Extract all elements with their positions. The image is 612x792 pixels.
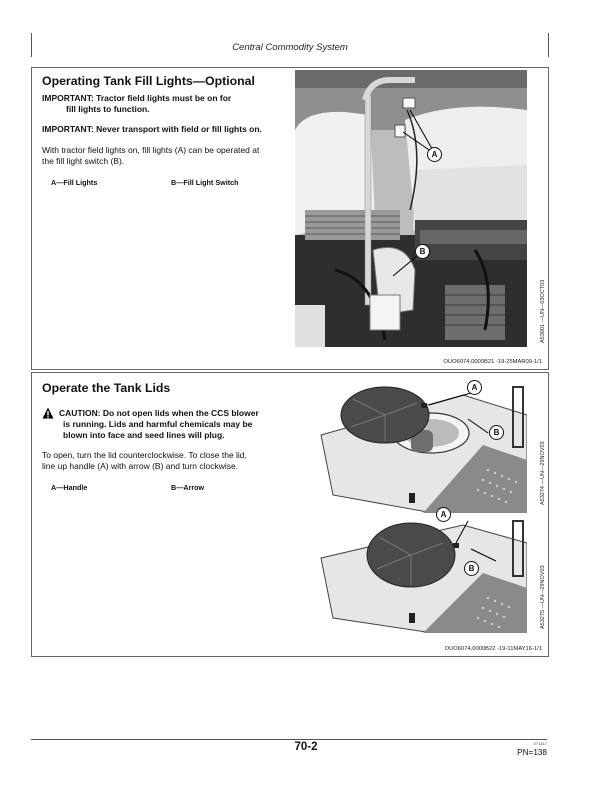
section-id-fill-lights: OUO6074,0000B21 -19-25MAR09-1/1 [443, 359, 542, 365]
footer-rule [31, 739, 547, 740]
section-id-tank-lids: OUO6074,0000B22 -19-11MAY16-1/1 [444, 646, 542, 652]
important-note-2: IMPORTANT: Never transport with field or fill lights on. [42, 124, 262, 134]
body-line-1: With tractor field lights on, fill lights (A) can be operated at [42, 145, 260, 155]
important-note-1-line1: IMPORTANT: Tractor field lights must be on for [42, 93, 232, 103]
image-code-lid-open: A53274 —UN—29NOV03 [540, 441, 546, 505]
image-code-fill-lights: A53001 —UN—03OCT03 [540, 279, 546, 343]
header-title: Central Commodity System [232, 42, 348, 53]
body-text-tank-lids [42, 450, 302, 472]
caution-line-1: CAUTION: Do not open lids when the CCS blower [59, 408, 259, 418]
important-note-1-line2: fill lights to function. [66, 104, 150, 114]
body-line-2: the fill light switch (B). [42, 156, 125, 166]
lid-closed-illustration [313, 513, 527, 633]
section-fill-lights [31, 67, 549, 370]
callout-b-arrow-closed: B [464, 561, 479, 576]
warning-icon [42, 407, 54, 419]
caution-text [59, 408, 319, 441]
important-note-1 [42, 93, 294, 115]
fill-lights-photo [295, 70, 527, 347]
print-code: 071417 [533, 741, 547, 746]
legend-fill-lights: A—Fill Lights [51, 178, 98, 187]
lids-body-line-1: To open, turn the lid counterclockwise. To close the lid, [42, 450, 247, 460]
callout-b-arrow-open: B [489, 425, 504, 440]
callout-b-fill-light-switch: B [415, 244, 430, 259]
section-title-tank-lids: Operate the Tank Lids [42, 381, 171, 395]
page-number: 70-2 [294, 741, 318, 753]
fill-lights-illustration [295, 70, 527, 347]
body-text-fill-lights [42, 145, 294, 167]
callout-a-fill-lights: A [427, 147, 442, 162]
legend-fill-light-switch: B—Fill Light Switch [171, 178, 239, 187]
page-pn: PN=138 [517, 748, 547, 757]
image-code-lid-closed: A53275 —UN—29NOV03 [540, 565, 546, 629]
page-header [31, 33, 549, 57]
legend-arrow: B—Arrow [171, 483, 205, 492]
section-title-fill-lights: Operating Tank Fill Lights—Optional [42, 74, 255, 88]
callout-a-handle-closed: A [436, 507, 451, 522]
caution-line-3: blown into face and seed lines will plug. [63, 430, 225, 440]
caution-line-2: is running. Lids and harmful chemicals may be [63, 419, 253, 429]
callout-a-handle-open: A [467, 380, 482, 395]
lid-open-illustration [313, 375, 527, 513]
legend-handle: A—Handle [51, 483, 88, 492]
section-tank-lids [31, 372, 549, 657]
lids-body-line-2: line up handle (A) with arrow (B) and turn clockwise. [42, 461, 239, 471]
